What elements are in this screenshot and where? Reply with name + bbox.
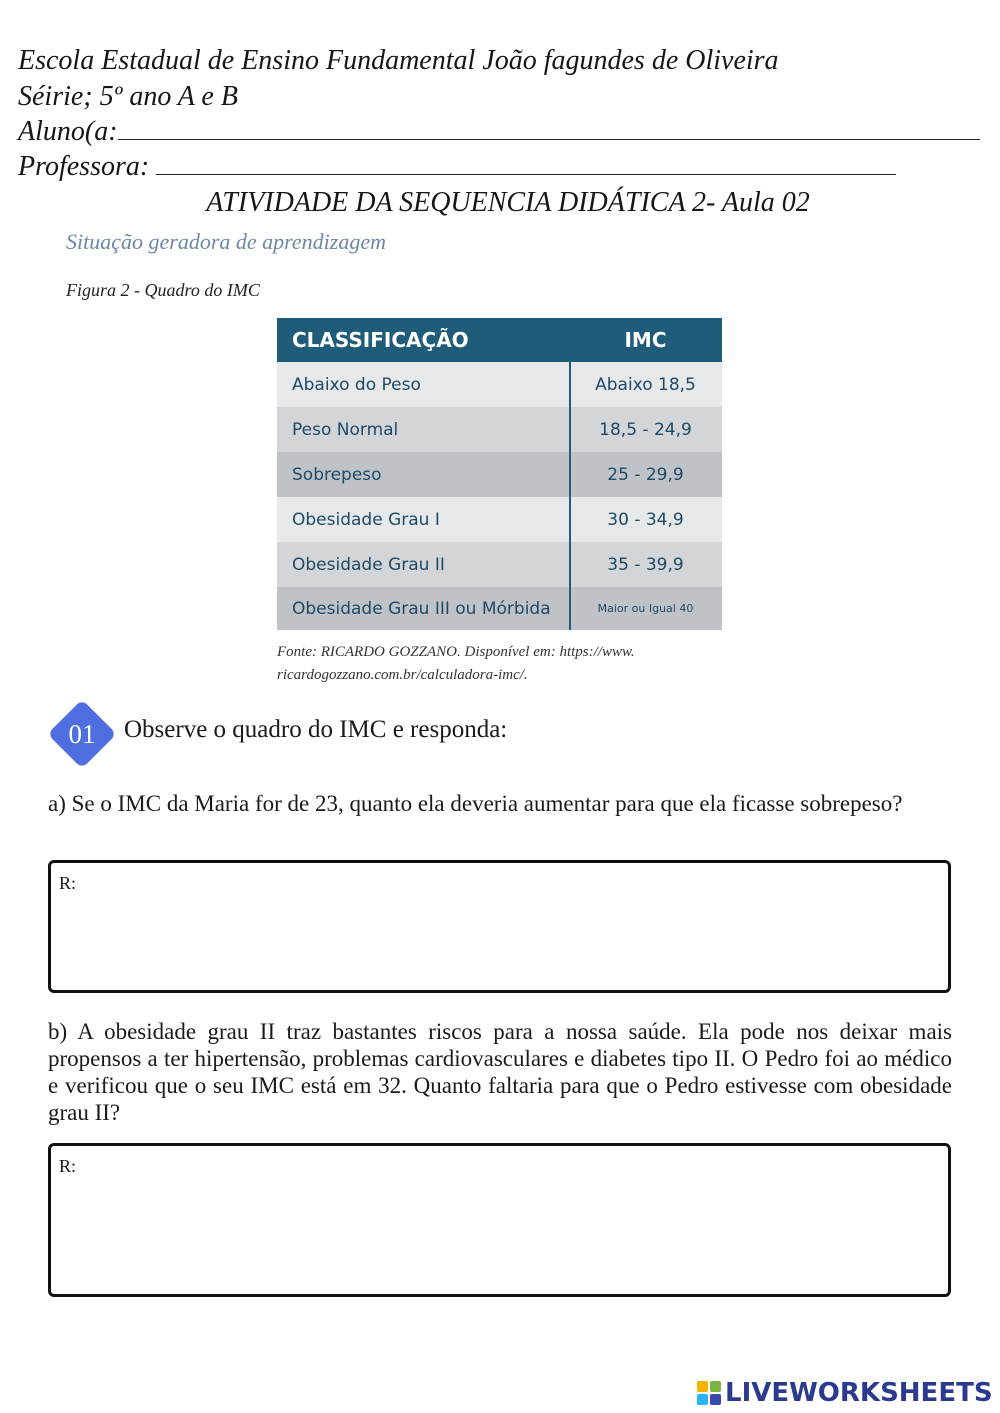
student-line (18, 115, 980, 149)
liveworksheets-logo (697, 1378, 993, 1408)
row-imc: Maior ou Igual 40 (597, 602, 694, 615)
row-imc: 35 - 39,9 (607, 554, 684, 575)
school-name: Escola Estadual de Ensino Fundamental João fagundes de Oliveira (18, 45, 779, 76)
liveworksheets-icon (697, 1381, 721, 1405)
liveworksheets-wordmark: LIVEWORKSHEETS (725, 1378, 993, 1408)
row-imc: 18,5 - 24,9 (599, 419, 692, 440)
activity-title: ATIVIDADE DA SEQUENCIA DIDÁTICA 2- Aula 02 (206, 187, 810, 218)
table-row (277, 362, 722, 407)
question-number: 01 (68, 718, 96, 749)
table-row (277, 497, 722, 542)
row-imc: Abaixo 18,5 (595, 374, 696, 395)
answer-label-a: R: (59, 873, 77, 893)
row-classification: Abaixo do Peso (292, 374, 421, 395)
imc-table (277, 318, 722, 630)
header-classification: CLASSIFICAÇÃO (292, 328, 469, 352)
figure-source (277, 641, 635, 687)
row-imc: 25 - 29,9 (607, 464, 684, 485)
teacher-name-blank[interactable] (156, 150, 896, 175)
student-name-blank[interactable] (118, 115, 980, 140)
table-header-row (277, 318, 722, 362)
source-line-1: Fonte: RICARDO GOZZANO. Disponível em: https://www. (277, 644, 635, 660)
header-imc: IMC (624, 328, 667, 352)
answer-box-b[interactable] (48, 1143, 951, 1297)
section-subtitle: Situação geradora de aprendizagem (66, 229, 386, 254)
question-prompt: Observe o quadro do IMC e responda: (124, 716, 508, 743)
row-classification: Obesidade Grau I (292, 509, 440, 530)
column-divider (569, 318, 571, 630)
grade-line: Séirie; 5º ano A e B (18, 81, 238, 112)
row-classification: Peso Normal (292, 419, 399, 440)
answer-box-a[interactable] (48, 860, 951, 993)
teacher-line (18, 150, 896, 184)
table-row (277, 542, 722, 587)
row-classification: Obesidade Grau II (292, 554, 445, 575)
teacher-label: Professora: (18, 151, 150, 182)
item-a-text: a) Se o IMC da Maria for de 23, quanto ela deveria aumentar para que ela ficasse sobrepeso? (48, 791, 903, 816)
answer-label-b: R: (59, 1156, 77, 1176)
table-row (277, 452, 722, 497)
row-classification: Obesidade Grau III ou Mórbida (292, 598, 551, 619)
row-imc: 30 - 34,9 (607, 509, 684, 530)
item-b-text: b) A obesidade grau II traz bastantes riscos para a nossa saúde. Ela pode nos deixar mais propensos a ter hipertensão, problemas cardiovasculares e diabetes tipo II. O Pedro foi ao médico e verificou que o seu IMC está em 32. Quanto faltaria para que o Pedro estivesse com obesidade grau II? (48, 1019, 952, 1125)
figure-caption: Figura 2 - Quadro do IMC (66, 280, 260, 300)
table-row (277, 587, 722, 630)
student-label: Aluno(a: (18, 116, 118, 147)
row-classification: Sobrepeso (292, 464, 382, 485)
source-line-2: ricardogozzano.com.br/calculadora-imc/. (277, 667, 528, 683)
table-row (277, 407, 722, 452)
